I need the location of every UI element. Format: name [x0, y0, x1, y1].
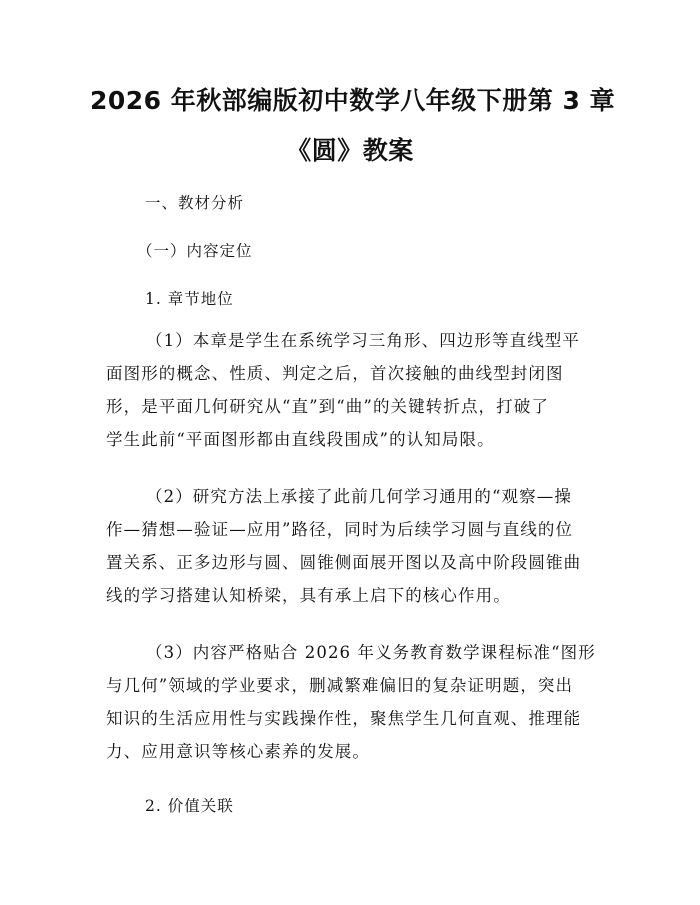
paragraph-line: 学生此前“平面图形都由直线段围成”的认知局限。 [106, 430, 495, 449]
document-title-line-1: 2026 年秋部编版初中数学八年级下册第 3 章 [90, 86, 616, 115]
document-title-line-2: 《圆》教案 [286, 136, 414, 165]
paragraph-line: （3）内容严格贴合 2026 年义务教育数学课程标准“图形 [146, 643, 596, 662]
paragraph-line: 面图形的概念、性质、判定之后，首次接触的曲线型封闭图 [106, 364, 564, 383]
paragraph-1 [106, 324, 598, 456]
paragraph-3 [106, 636, 598, 768]
paragraph-line: 置关系、正多边形与圆、圆锥侧面展开图以及高中阶段圆锥曲 [106, 553, 582, 572]
paragraph-line: （1）本章是学生在系统学习三角形、四边形等直线型平 [146, 331, 580, 350]
paragraph-line: 力、应用意识等核心素养的发展。 [106, 742, 370, 761]
section-heading-textbook-analysis: 一、教材分析 [145, 194, 245, 212]
paragraph-line: 作—猜想—验证—应用”路径，同时为后续学习圆与直线的位 [106, 520, 574, 539]
paragraph-line: 线的学习搭建认知桥梁，具有承上启下的核心作用。 [106, 586, 511, 605]
item-heading-value-association: 2. 价值关联 [145, 797, 234, 815]
item-heading-chapter-status: 1. 章节地位 [145, 290, 234, 308]
paragraph-2 [106, 480, 598, 612]
paragraph-line: 知识的生活应用性与实践操作性，聚焦学生几何直观、推理能 [106, 709, 582, 728]
subsection-heading-content-positioning: （一）内容定位 [137, 242, 253, 260]
paragraph-line: 与几何”领域的学业要求，删减繁难偏旧的复杂证明题，突出 [106, 676, 574, 695]
paragraph-line: 形，是平面几何研究从“直”到“曲”的关键转折点，打破了 [106, 397, 549, 416]
paragraph-line: （2）研究方法上承接了此前几何学习通用的“观察—操 [146, 487, 572, 506]
